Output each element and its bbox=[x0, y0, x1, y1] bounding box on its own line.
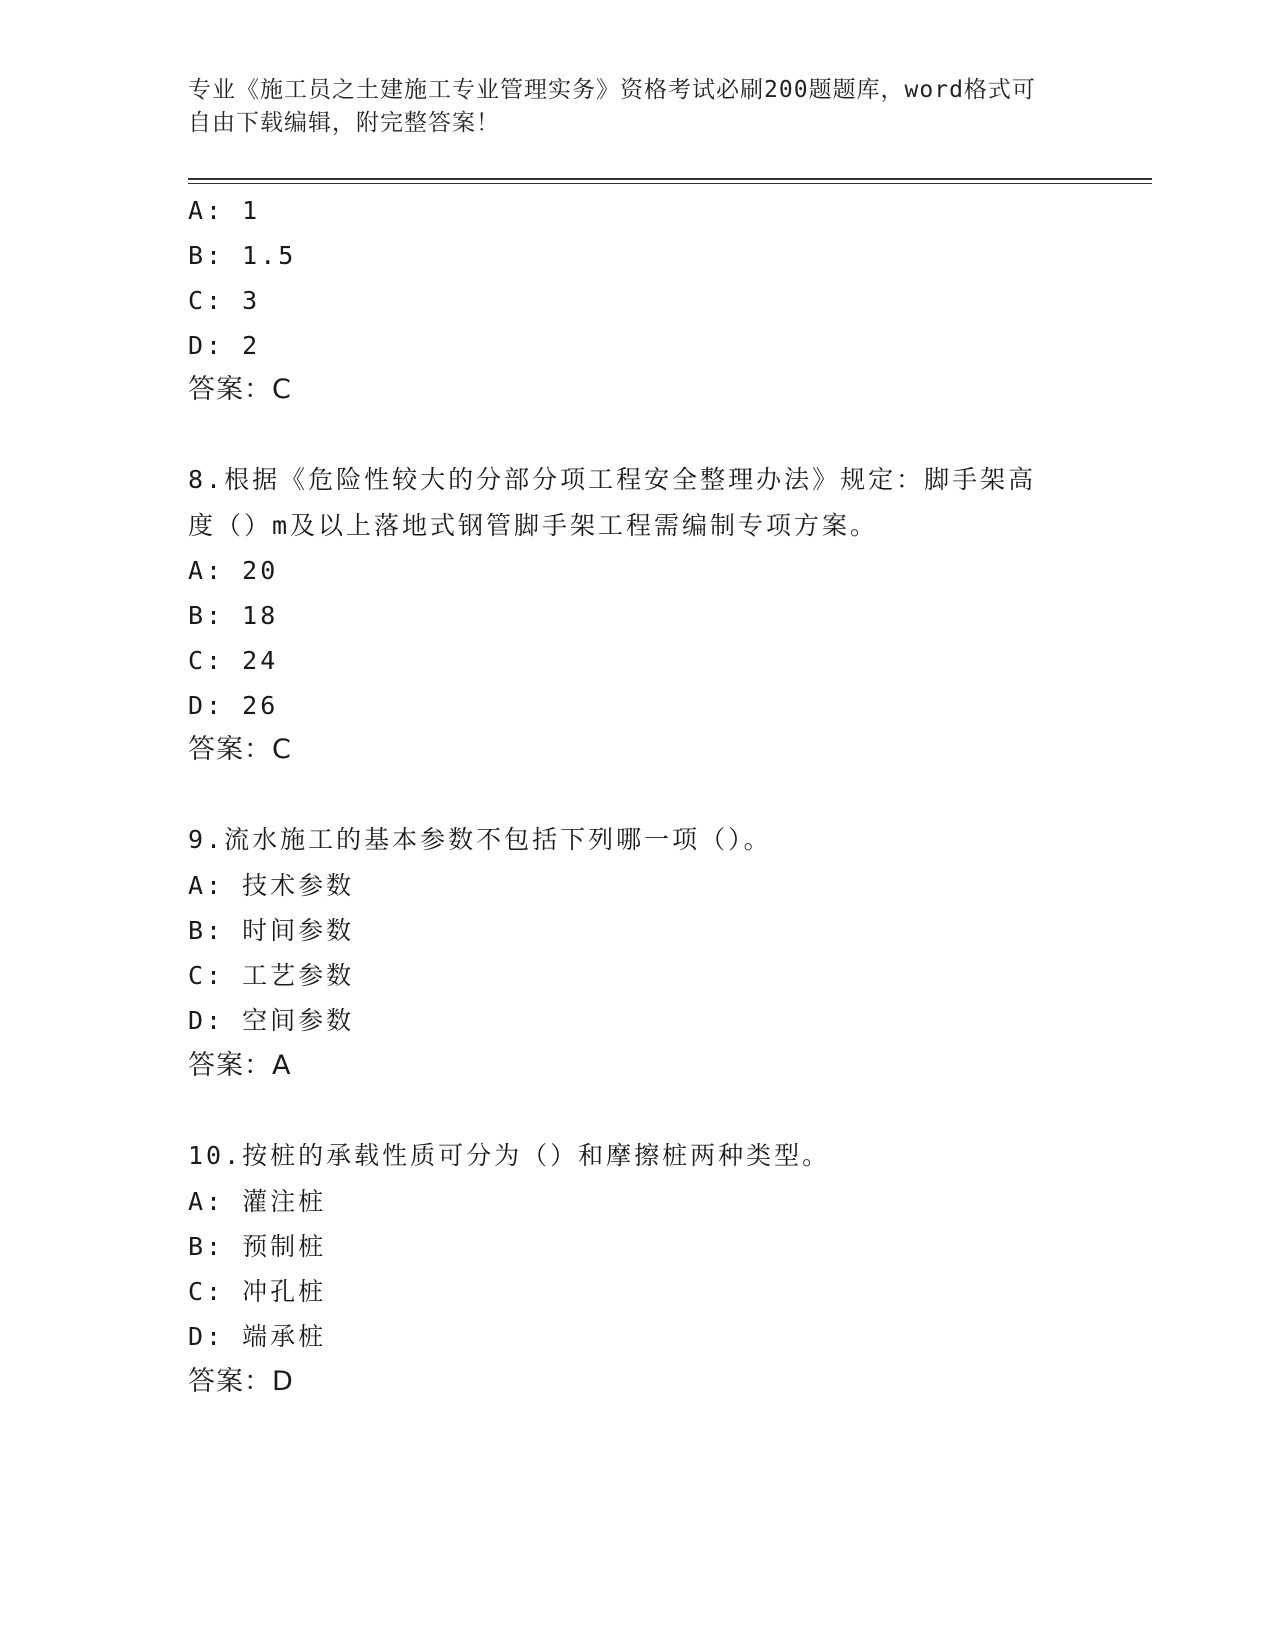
document-header bbox=[188, 74, 1068, 140]
header-divider bbox=[188, 178, 1152, 180]
q8-option-d: D: 26 bbox=[188, 691, 279, 720]
q10-stem: 10.按桩的承载性质可分为（）和摩擦桩两种类型。 bbox=[188, 1141, 831, 1170]
q7-option-d: D: 2 bbox=[188, 331, 261, 360]
header-line-1: 专业《施工员之土建施工专业管理实务》资格考试必刷200题题库，word格式可 bbox=[188, 77, 1036, 103]
q9-answer: 答案：A bbox=[188, 1050, 292, 1081]
q9-option-d: D: 空间参数 bbox=[188, 1006, 355, 1035]
q7-option-b: B: 1.5 bbox=[188, 241, 297, 270]
q8-stem-line-2: 度（）m及以上落地式钢管脚手架工程需编制专项方案。 bbox=[188, 511, 879, 540]
q10-option-a: A: 灌注桩 bbox=[188, 1187, 327, 1216]
q10-option-d: D: 端承桩 bbox=[188, 1322, 327, 1351]
q9-option-a: A: 技术参数 bbox=[188, 871, 355, 900]
q8-option-b: B: 18 bbox=[188, 601, 279, 630]
q9-stem: 9.流水施工的基本参数不包括下列哪一项（）。 bbox=[188, 825, 772, 854]
q8-option-a: A: 20 bbox=[188, 556, 279, 585]
header-line-2: 自由下载编辑，附完整答案！ bbox=[188, 110, 500, 136]
q7-option-c: C: 3 bbox=[188, 286, 261, 315]
q10-answer: 答案：D bbox=[188, 1366, 294, 1397]
q8-answer: 答案：C bbox=[188, 734, 292, 765]
header-divider-thin bbox=[188, 183, 1152, 184]
q10-option-c: C: 冲孔桩 bbox=[188, 1277, 327, 1306]
q8-option-c: C: 24 bbox=[188, 646, 279, 675]
q9-option-b: B: 时间参数 bbox=[188, 916, 355, 945]
q9-option-c: C: 工艺参数 bbox=[188, 961, 355, 990]
q8-stem-line-1: 8.根据《危险性较大的分部分项工程安全整理办法》规定：脚手架高 bbox=[188, 465, 1037, 494]
q7-option-a: A: 1 bbox=[188, 196, 261, 225]
q10-option-b: B: 预制桩 bbox=[188, 1232, 327, 1261]
q7-answer: 答案：C bbox=[188, 374, 292, 405]
